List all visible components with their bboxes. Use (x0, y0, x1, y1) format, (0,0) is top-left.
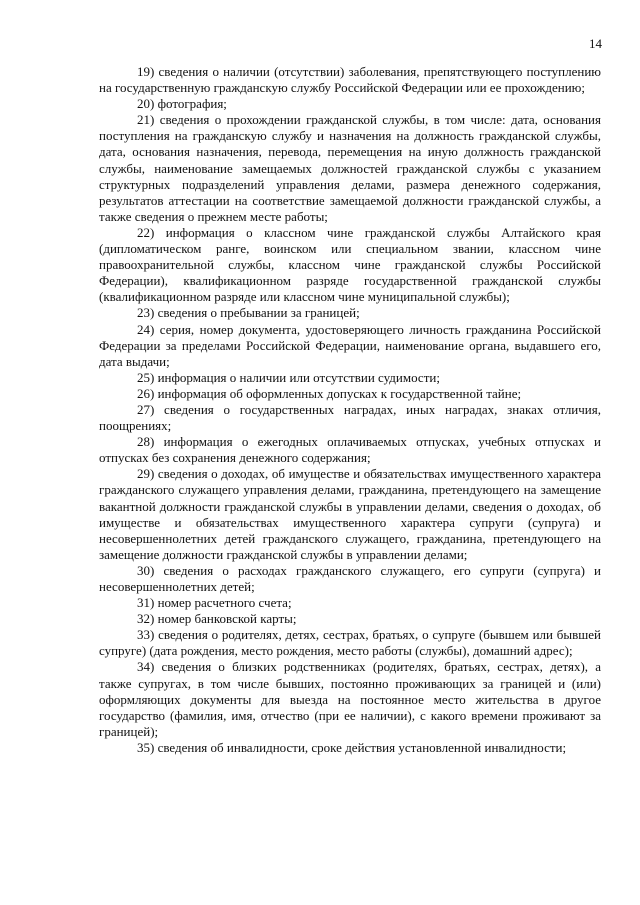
list-item: 24) серия, номер документа, удостоверяющего личность гражданина Российской Федерации за пределами Российской Федерации, наименование органа, выдавшего его, дата выдачи; (99, 321, 601, 369)
list-item: 27) сведения о государственных наградах, иных наградах, знаках отличия, поощрениях; (99, 401, 601, 434)
list-item: 23) сведения о пребывании за границей; (137, 305, 360, 321)
list-item: 28) информация о ежегодных оплачиваемых отпусках, учебных отпусках и отпусках без сохранения денежного содержания; (99, 434, 601, 466)
list-item: 21) сведения о прохождении гражданской службы, в том числе: дата, основания поступления на гражданскую службу и назначения на должность гражданской службы, дата, основания назначения, перевода, перемещения на иную должность гражданской службы, наименование замещаемых должностей гражданской службы с указанием структурных подразделений управления делами, размера денежного содержания, результатов аттестации на соответствие замещаемой должности гражданской службы, а также сведения о прежнем месте работы; (99, 112, 601, 224)
list-item: 25) информация о наличии или отсутствии судимости; (137, 369, 440, 385)
list-item: 20) фотография; (137, 96, 227, 112)
page-number: 14 (589, 36, 602, 51)
list-item: 35) сведения об инвалидности, сроке действия установленной инвалидности; (137, 739, 567, 755)
list-item: 19) сведения о наличии (отсутствии) заболевания, препятствующего поступлению на государственную гражданскую службу Российской Федерации или ее прохождению; (99, 64, 601, 96)
list-item: 34) сведения о близких родственниках (родителях, братьях, сестрах, детях), а также супругах, в том числе бывших, постоянно проживающих за границей и (или) оформляющих документы для выезда на постоянное место жительства в другое государство (фамилия, имя, отчество (при ее наличии), с какого времени проживают за границей); (99, 659, 601, 739)
list-item: 29) сведения о доходах, об имуществе и обязательствах имущественного характера гражданского служащего управления делами, гражданина, претендующего на замещение вакантной должности гражданской службы в управлении делами, сведения о доходах, об имуществе и обязательствах имущественного характера супруги (супруга) и несовершеннолетних детей гражданского служащего, гражданина, претендующего на замещение должности гражданской службы в управлении делами; (99, 466, 601, 562)
list-item: 31) номер расчетного счета; (137, 595, 292, 611)
list-item: 32) номер банковской карты; (137, 611, 297, 627)
list-item: 22) информация о классном чине гражданской службы Алтайского края (дипломатическом ранге, воинском или специальном звании, классном чине правоохранительной службы, классном чине гражданской службы Российской Федерации), квалификационном разряде государственной гражданской службы (квалификационном разряде или классном чине муниципальной службы); (99, 224, 601, 305)
list-item: 33) сведения о родителях, детях, сестрах, братьях, о супруге (бывшем или бывшей супруге) (дата рождения, место рождения, место работы (службы), домашний адрес); (99, 627, 601, 659)
list-item: 30) сведения о расходах гражданского служащего, его супруги (супруга) и несовершеннолетних детей; (99, 562, 601, 594)
list-item: 26) информация об оформленных допусках к государственной тайне; (137, 385, 522, 401)
document-body (99, 64, 601, 756)
